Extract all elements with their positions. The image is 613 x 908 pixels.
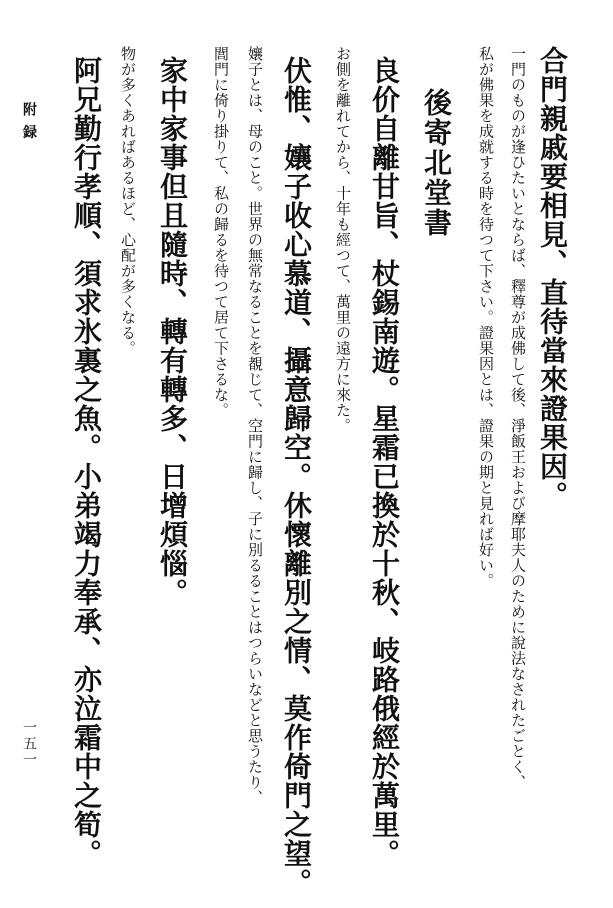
kanbun-line-1: 合門親戚要相見、直待當來證果因。 — [536, 46, 569, 510]
kanbun-line-3: 伏惟、孃子收心慕道、攝意歸空。休懷離別之情、莫作倚門之望。 — [280, 56, 313, 897]
gloss-line-1: 一門のものが逢ひたいとならば、釋尊が成佛して後、淨飯王および摩耶夫人のために說法なされたごとく、 — [509, 46, 527, 790]
gloss-line-2: 私が佛果を成就する時を待つて下さい。證果因とは、證果の期と見れば好い。 — [477, 46, 495, 589]
page-number: 一五一 — [21, 720, 37, 768]
kanbun-line-5: 阿兄勤行孝順、須求氷裏之魚。小弟竭力奉承、亦泣霜中之筍。 — [70, 56, 103, 868]
gloss-line-3: お側を離れてから、十年も經つて、萬里の遠方に來た。 — [334, 46, 352, 434]
gloss-line-6: 物が多くあればあるほど、心配が多くなる。 — [119, 46, 137, 356]
letter-heading: 後寄北堂書 — [420, 88, 453, 238]
kanbun-line-2: 良价自離甘旨、杖錫南遊。星霜已換於十秋、岐路俄經於萬里。 — [368, 56, 401, 868]
gloss-line-4: 孃子とは、母のこと。世界の無常なることを覩じて、空門に歸し、子に別るることはつらいなどと思うたり、 — [246, 46, 264, 806]
gloss-line-5: 閭門に倚り掛りて、私の歸るを待つて居て下さるな。 — [212, 46, 230, 418]
kanbun-line-4: 家中家事但且隨時、轉有轉多、日增煩惱。 — [156, 56, 189, 607]
running-head: 附 録 — [21, 102, 37, 141]
